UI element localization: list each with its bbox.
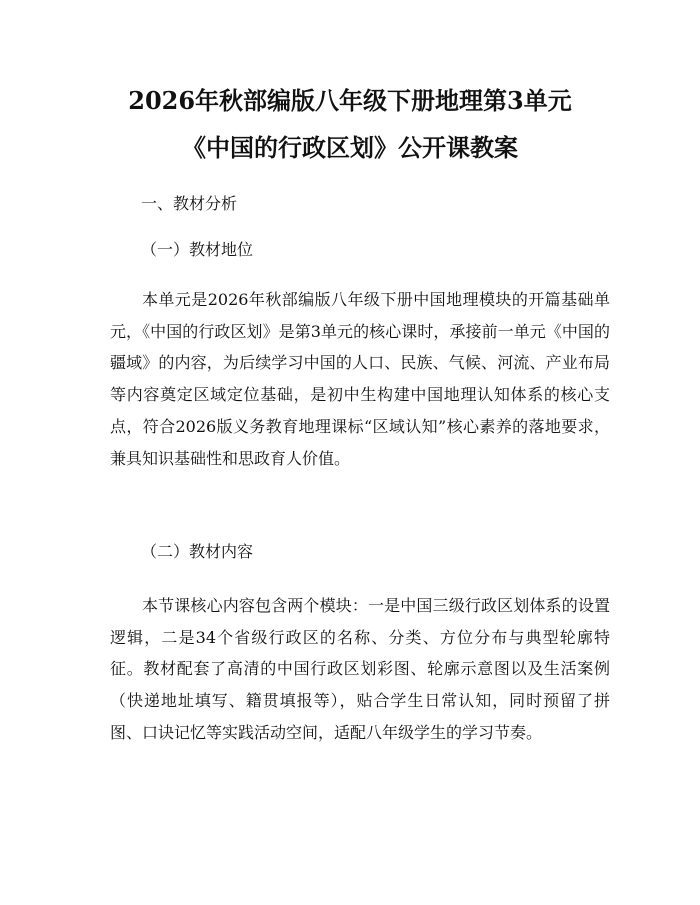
section-heading-textbook-analysis: 一、教材分析 [141,194,238,213]
subsection-heading-textbook-position: （一）教材地位 [141,240,254,259]
paragraph-textbook-content: 本节课核心内容包含两个模块：一是中国三级行政区划体系的设置逻辑，二是34个省级行政区的名称、分类、方位分布与典型轮廓特征。教材配套了高清的中国行政区划彩图、轮廓示意图以及生活案例（快递地址填写、籍贯填报等），贴合学生日常认知，同时预留了拼图、口诀记忆等实践活动空间，适配八年级学生的学习节奏。 [110,596,610,742]
subsection-heading-textbook-content: （二）教材内容 [141,542,254,561]
paragraph-textbook-position: 本单元是2026年秋部编版八年级下册中国地理模块的开篇基础单元，《中国的行政区划》是第3单元的核心课时，承接前一单元《中国的疆域》的内容，为后续学习中国的人口、民族、气候、河流、产业布局等内容奠定区域定位基础，是初中生构建中国地理认知体系的核心支点，符合2026版义务教育地理课标“区域认知”核心素养的落地要求，兼具知识基础性和思政育人价值。 [110,290,610,468]
document-title-line-1: 2026年秋部编版八年级下册地理第3单元 [128,86,572,115]
document-title-line-2: 《中国的行政区划》公开课教案 [182,133,518,162]
